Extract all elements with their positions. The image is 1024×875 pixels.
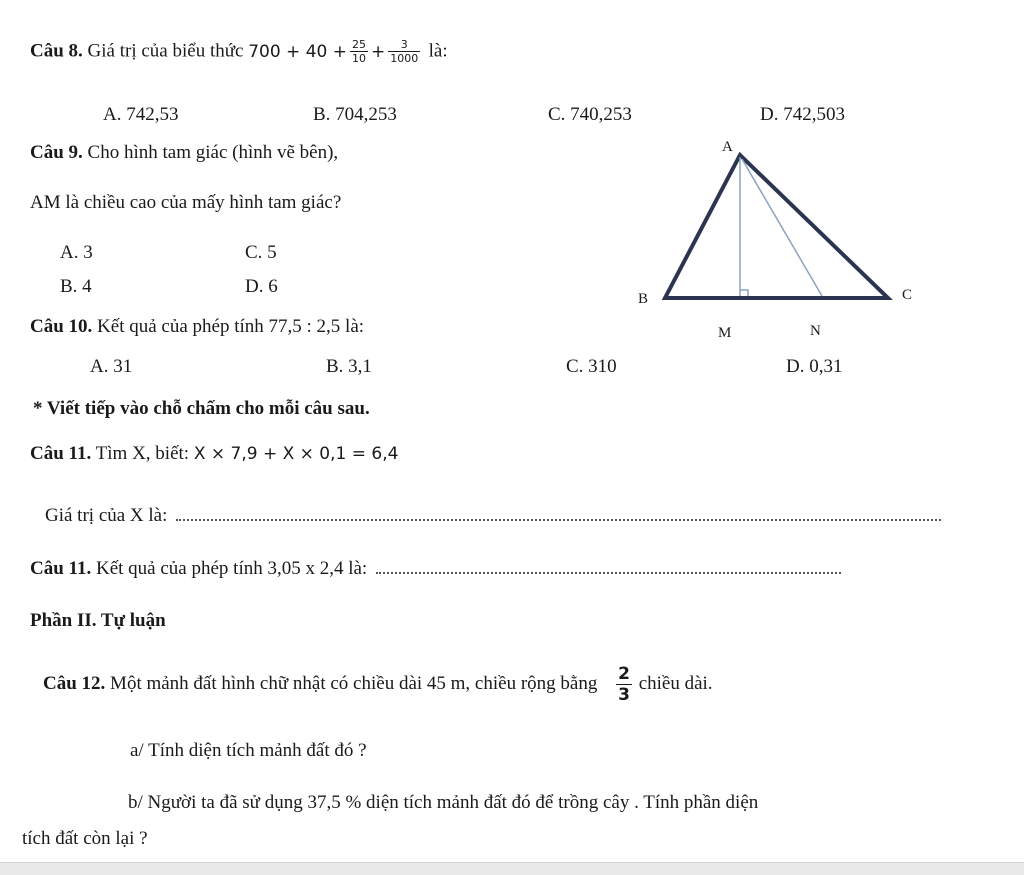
q11-answer-line xyxy=(45,505,941,527)
q11-label: Câu 11. xyxy=(30,443,92,464)
q8-expr-start: 700 + 40 + xyxy=(248,41,347,62)
q10-option-a: A. 31 xyxy=(90,356,133,377)
triangle-figure xyxy=(630,135,930,350)
q10-option-c: C. 310 xyxy=(566,356,617,377)
vertex-b-label: B xyxy=(638,291,649,307)
question-11 xyxy=(30,443,398,465)
q12-part-b-line-1: b/ Người ta đã sử dụng 37,5 % diện tích mảnh đất đó để trồng cây . Tính phần diện xyxy=(128,792,759,813)
q10-text: Kết quả của phép tính 77,5 : 2,5 là: xyxy=(97,316,365,337)
question-10 xyxy=(30,316,364,338)
q9-option-b: B. 4 xyxy=(60,276,92,297)
q9-text: Cho hình tam giác (hình vẽ bên), xyxy=(87,142,339,163)
q12-tail: chiều dài. xyxy=(638,673,713,694)
triangle-abc xyxy=(665,155,888,298)
bottom-scroll-bar xyxy=(0,862,1024,875)
q8-frac1-den: 10 xyxy=(351,52,366,65)
q10-option-d: D. 0,31 xyxy=(786,356,843,377)
q8-frac2-den: 1000 xyxy=(390,52,419,65)
q12-label: Câu 12. xyxy=(43,673,106,694)
q8-plus: + xyxy=(370,41,386,62)
q11-answer-label: Giá trị của X là: xyxy=(45,505,168,526)
q9-option-a: A. 3 xyxy=(60,242,93,263)
question-11b xyxy=(30,558,841,580)
q11b-text: Kết quả của phép tính 3,05 x 2,4 là: xyxy=(96,558,368,579)
vertex-a-label: A xyxy=(722,139,733,155)
vertex-c-label: C xyxy=(902,287,913,303)
q10-option-b: B. 3,1 xyxy=(326,356,372,377)
question-9-line-1 xyxy=(30,142,338,164)
q11-equation: X × 7,9 + X × 0,1 = 6,4 xyxy=(193,444,399,464)
point-m-label: M xyxy=(718,325,732,341)
q8-option-d: D. 742,503 xyxy=(760,104,845,125)
q8-frac1-num: 25 xyxy=(351,38,366,51)
q12-text: Một mảnh đất hình chữ nhật có chiều dài 45 m, chiều rộng bằng xyxy=(110,673,598,694)
q12-frac-num: 2 xyxy=(618,664,630,685)
q11-text: Tìm X, biết: xyxy=(95,443,190,464)
q12-fraction xyxy=(616,664,632,705)
q8-fraction-1 xyxy=(350,38,368,65)
q8-text: Giá trị của biểu thức xyxy=(87,40,244,62)
q8-frac2-num: 3 xyxy=(388,38,420,52)
question-9-line-2: AM là chiều cao của mấy hình tam giác? xyxy=(30,192,342,213)
q12-frac-den: 3 xyxy=(618,685,630,706)
section-fill-heading: * Viết tiếp vào chỗ chấm cho mỗi câu sau. xyxy=(33,398,370,419)
q8-option-a: A. 742,53 xyxy=(103,104,179,125)
q9-option-c: C. 5 xyxy=(245,242,277,263)
q9-option-d: D. 6 xyxy=(245,276,278,297)
q12-part-a: a/ Tính diện tích mảnh đất đó ? xyxy=(130,740,367,761)
part-2-heading: Phần II. Tự luận xyxy=(30,610,166,631)
q8-tail: là: xyxy=(428,40,448,62)
question-12 xyxy=(43,660,713,708)
segment-an xyxy=(742,159,822,296)
q8-expression xyxy=(248,38,428,65)
q10-label: Câu 10. xyxy=(30,316,93,337)
question-8 xyxy=(30,38,448,65)
q12-part-b-line-2: tích đất còn lại ? xyxy=(22,828,148,849)
q8-label: Câu 8. xyxy=(30,40,83,62)
q8-option-c: C. 740,253 xyxy=(548,104,632,125)
q8-option-b: B. 704,253 xyxy=(313,104,397,125)
right-angle-mark xyxy=(740,290,748,296)
answer-dotted-line[interactable] xyxy=(176,505,941,521)
q11b-label: Câu 11. xyxy=(30,558,92,579)
q9-label: Câu 9. xyxy=(30,142,83,163)
answer-dotted-line-2[interactable] xyxy=(376,558,841,574)
point-n-label: N xyxy=(810,323,821,339)
q8-fraction-2 xyxy=(388,38,420,65)
